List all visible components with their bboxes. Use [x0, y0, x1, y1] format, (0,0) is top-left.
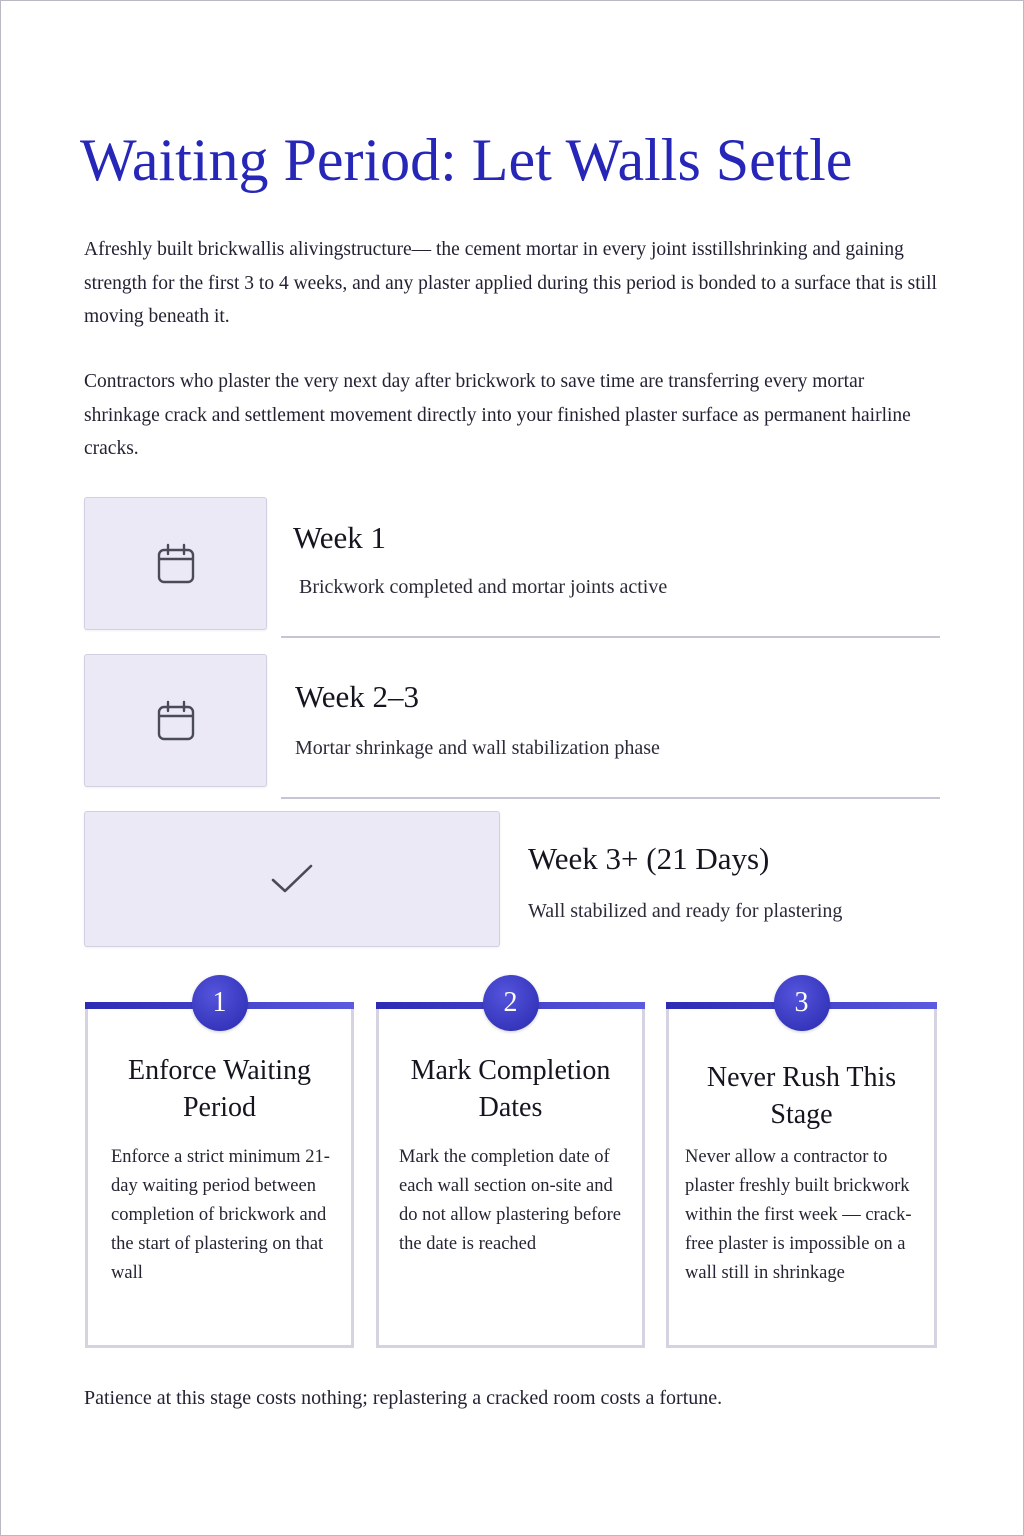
calendar-icon — [156, 700, 196, 742]
timeline-week-1-title: Week 1 — [293, 520, 387, 555]
timeline-week-2-3-title: Week 2–3 — [295, 679, 420, 714]
card-title: Mark Completion Dates — [410, 1055, 611, 1123]
timeline-divider-1 — [281, 636, 940, 638]
step-card-1 — [85, 987, 354, 1348]
step-number-badge: 1 — [192, 975, 248, 1031]
timeline-divider-2 — [281, 797, 940, 799]
card-body: Never allow a contractor to plaster freshly built brickwork within the first week — crack-free plaster is impossible on a wall still in shrinkage — [685, 1147, 912, 1283]
step-card-2 — [376, 987, 645, 1348]
intro-paragraph-2: Contractors who plaster the very next day after brickwork to save time are transferring every mortar shrinkage crack and settlement movement directly into your finished plaster surface as permanent hairline cracks. — [84, 371, 911, 459]
page-title: Waiting Period: Let Walls Settle — [80, 127, 853, 193]
card-body: Mark the completion date of each wall section on-site and do not allow plastering before the date is reached — [399, 1147, 621, 1254]
step-card-3 — [666, 987, 937, 1348]
step-number-badge: 2 — [483, 975, 539, 1031]
card-title: Enforce Waiting Period — [127, 1055, 312, 1123]
checkmark-icon — [270, 863, 314, 895]
step-number-badge: 3 — [774, 975, 830, 1031]
card-title: Never Rush This Stage — [706, 1062, 897, 1130]
card-body: Enforce a strict minimum 21-day waiting period between completion of brickwork and the start of plastering on that wall — [111, 1147, 330, 1283]
calendar-icon — [156, 543, 196, 585]
timeline-week-1-desc: Brickwork completed and mortar joints active — [299, 576, 668, 598]
intro-paragraph-1: Afreshly built brickwallis alivingstructure— the cement mortar in every joint isstillshrinking and gaining strength for the first 3 to 4 weeks, and any plaster applied during this period is bonded to a surface that is still moving beneath it. — [84, 239, 937, 327]
timeline-week-3-plus-title: Week 3+ (21 Days) — [528, 841, 770, 876]
timeline-tile-week-1 — [84, 497, 267, 630]
timeline-week-3-plus-desc: Wall stabilized and ready for plastering — [528, 900, 843, 922]
footer-note: Patience at this stage costs nothing; replastering a cracked room costs a fortune. — [84, 1387, 723, 1409]
timeline-tile-week-3-plus — [84, 811, 500, 947]
timeline-tile-week-2-3 — [84, 654, 267, 787]
timeline-week-2-3-desc: Mortar shrinkage and wall stabilization phase — [295, 737, 660, 759]
